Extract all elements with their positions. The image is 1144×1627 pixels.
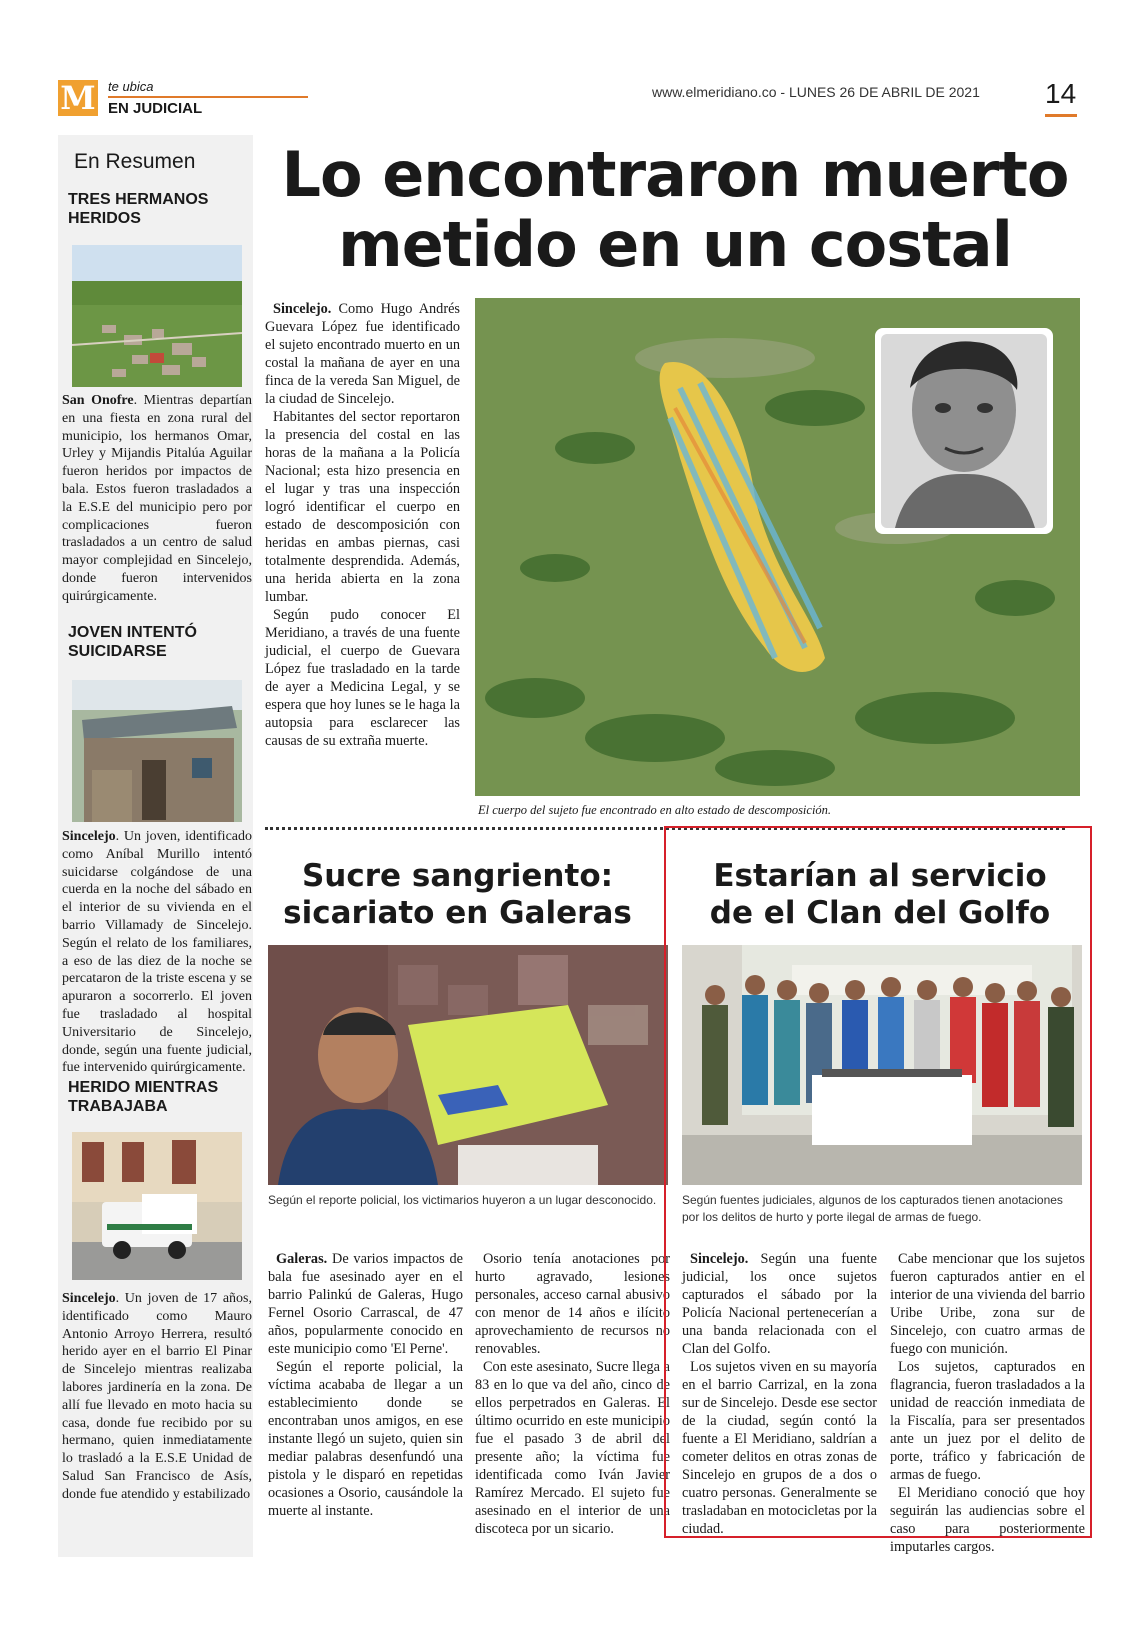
logo: M <box>58 80 98 116</box>
clan-headline: Estarían al servicio de el Clan del Golfo <box>709 858 1051 931</box>
sidebar-title: En Resumen <box>74 150 196 173</box>
galeras-col-2 <box>475 1250 670 1538</box>
clan-photo-caption: Según fuentes judiciales, algunos de los capturados tienen anotaciones por los delitos de hurto y porte ilegal de armas de fuego. <box>682 1193 1063 1224</box>
main-story-text <box>265 300 460 750</box>
sidebar-body-3: Sincelejo. Un joven de 17 años, identificado como Mauro Antonio Arroyo Herrera, resultó herido ayer en el barrio El Pinar de Sincelejo mientras realizaba labores jardinería en la zona. De allí fue llevado en moto hacia su casa, donde fue recibido por su hermano, quien inmediatamente lo trasladó a la E.S.E Unidad de Salud San Francisco de Asís, donde fue atendido y estabilizado <box>62 1291 252 1502</box>
sack-field-photo <box>475 298 1080 796</box>
clan-paragraph-3: Cabe mencionar que los sujetos fueron capturados antier en el interior de una vivienda del barrio Uribe Uribe, zona sur de Sincelejo, con cuatro armas de fuego con munición. <box>890 1251 1085 1357</box>
section-name: EN JUDICIAL <box>108 100 203 117</box>
main-photo-caption: El cuerpo del sujeto fue encontrado en alto estado de descomposición. <box>478 803 832 817</box>
galeras-paragraph-1: Galeras. De varios impactos de bala fue asesinado ayer en el barrio Palinkú de Galeras, Hugo Fernel Osorio Carrascal, de 47 años, popularmente conocido en este municipio como 'El Perne'. <box>268 1251 463 1357</box>
clan-col-2 <box>890 1250 1085 1556</box>
clan-paragraph-4: Los sujetos, capturados en flagrancia, fueron trasladados a la unidad de reacción inmediata de la Fiscalía, para ser presentados ante un juez por el delito de porte, tráfico y fabricación de armas de fuego. <box>890 1359 1085 1483</box>
header-meta: www.elmeridiano.co - LUNES 26 DE ABRIL DE 2021 <box>652 84 980 100</box>
galeras-headline: Sucre sangriento: sicariato en Galeras <box>283 858 632 931</box>
clan-paragraph-5: El Meridiano conoció que hoy seguirán las audiencias sobre el caso para posteriormente imputarles cargos. <box>890 1485 1085 1555</box>
sidebar-heading-3: HERIDO MIENTRAS TRABAJABA <box>68 1079 219 1115</box>
main-headline: Lo encontraron muerto metido en un costal <box>281 138 1069 281</box>
clan-col-1 <box>682 1250 877 1538</box>
logo-tagline: te ubica <box>108 79 154 94</box>
house-photo <box>72 680 242 822</box>
sidebar-heading-1: TRES HERMANOS HERIDOS <box>68 191 209 227</box>
galeras-paragraph-3: Osorio tenía anotaciones por hurto agravado, lesiones personales, acceso carnal abusivo con menor de 14 años e ilícito aprovechamiento de recursos no renovables. <box>475 1251 670 1357</box>
captured-group-photo <box>682 945 1082 1185</box>
crime-scene-photo <box>268 945 668 1185</box>
sidebar-body-1: San Onofre. Mientras departían en una fiesta en zona rural del municipio, los hermanos Omar, Urley y Mijandis Pitalúa Aguilar fueron heridos por impactos de bala. Estos fueron trasladados a la E.S.E del municipio pero por complicaciones fueron trasladados a un centro de salud mayor complejidad en Sincelejo, donde fueron intervenidos quirúrgicamente. <box>62 393 252 604</box>
town-aerial-photo <box>72 245 242 387</box>
galeras-col-1 <box>268 1250 463 1520</box>
sidebar-body-2: Sincelejo. Un joven, identificado como Aníbal Murillo intentó suicidarse colgándose de una cuerda en la noche del sábado en el interior de su vivienda en el barrio Villamady de Sincelejo. Según el relato de los familiares, a eso de las diez de la noche se percataron de la triste escena y se apuraron a socorrerlo. El joven fue trasladado al hospital Universitario de Sincelejo, donde, según una fuente judicial, fue intervenido quirúrgicamente. <box>62 829 252 1076</box>
page-number: 14 <box>1045 78 1077 109</box>
main-paragraph-3: Según pudo conocer El Meridiano, a través de una fuente judicial, el cuerpo de Guevara López fue trasladado en la tarde de ayer a Medicina Legal, y se espera que hoy lunes se le haga la autopsia para esclarecer las causas de su extraña muerte. <box>265 607 460 749</box>
main-paragraph-1: Sincelejo. Como Hugo Andrés Guevara López fue identificado el sujeto encontrado muerto en un costal la mañana de ayer en una finca de la vereda San Miguel, de la ciudad de Sincelejo. <box>265 301 460 407</box>
page-number-rule <box>1045 114 1077 117</box>
clan-paragraph-1: Sincelejo. Según una fuente judicial, los once sujetos capturados el sábado por la Policía Nacional pertenecerían a una banda relacionada con el Clan del Golfo. <box>682 1251 877 1357</box>
header-rule <box>108 96 308 98</box>
sidebar-heading-2: JOVEN INTENTÓ SUICIDARSE <box>68 624 197 660</box>
galeras-paragraph-2: Según el reporte policial, la víctima acababa de llegar a un establecimiento donde se encontraban unos amigos, en ese instante llegó un sujeto, quien sin mediar palabras desenfundó una pistola y le disparó en repetidas ocasiones a Osorio, causándole la muerte al instante. <box>268 1359 463 1519</box>
galeras-photo-caption: Según el reporte policial, los victimarios huyeron a un lugar desconocido. <box>268 1193 657 1207</box>
main-paragraph-2: Habitantes del sector reportaron la presencia del costal en las horas de la mañana a la Policía Nacional; esta hizo presencia en el lugar y tras una inspección logró identificar el cuerpo en estado de descomposición con heridas en ambas piernas, casi totalmente desprendida. Además, una herida abierta en la zona lumbar. <box>265 409 460 605</box>
galeras-paragraph-4: Con este asesinato, Sucre llega a 83 en lo que va del año, cinco de ellos perpetrados en Galeras. El último ocurrido en este municipio fue el pasado 3 de abril del presente año; la víctima fue identificada como Iván Javier Ramírez Mercado. El sujeto fue asesinado en el interior de una discoteca por un sicario. <box>475 1359 670 1537</box>
ambulance-photo <box>72 1132 242 1280</box>
clan-paragraph-2: Los sujetos viven en su mayoría en el barrio Carrizal, en la zona sur de Sincelejo. Desde ese sector de la ciudad, según contó la fuente a El Meridiano, saldrían a cometer delitos en otras zonas de Sincelejo en grupos de a dos o cuatro personas. Generalmente se trasladaban en motocicletas por la ciudad. <box>682 1359 877 1537</box>
